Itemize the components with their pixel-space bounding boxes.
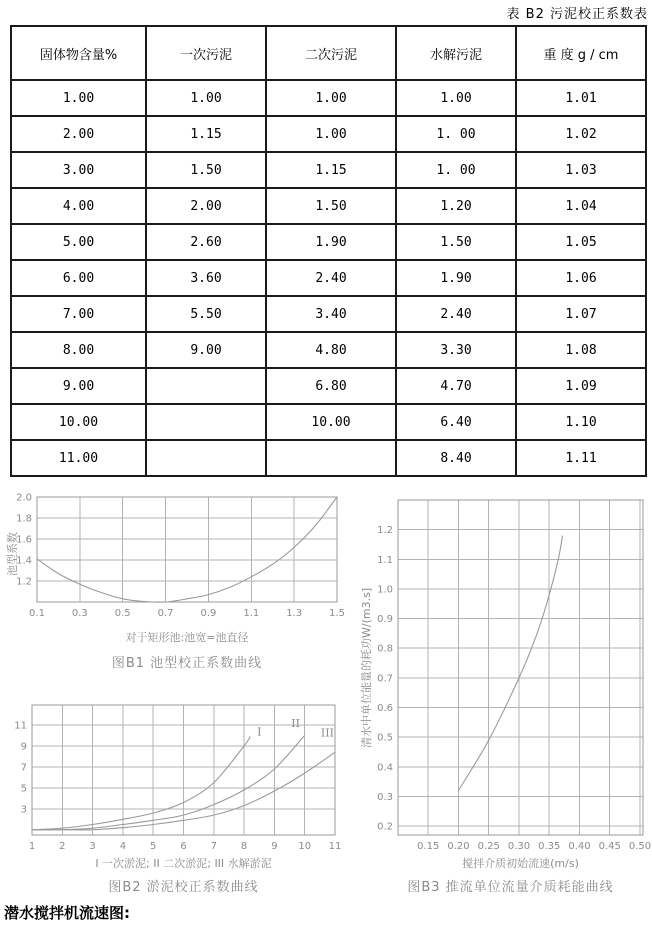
- x-tick-label: 0.1: [29, 608, 45, 619]
- table-cell: 1.09: [516, 368, 646, 404]
- table-cell: 2.40: [266, 260, 396, 296]
- table-cell: 4.80: [266, 332, 396, 368]
- y-tick-label: 0.8: [377, 643, 393, 655]
- table-cell: 1.06: [516, 260, 646, 296]
- chart-b1-canvas: [9, 490, 348, 622]
- table-cell: [266, 440, 396, 476]
- table-cell: 1.50: [146, 152, 266, 188]
- y-tick-label: 0.9: [377, 614, 393, 626]
- table-cell: 6.80: [266, 368, 396, 404]
- y-tick-label: 1.1: [377, 554, 393, 566]
- table-column-header: 二次污泥: [266, 26, 396, 80]
- table-cell: 11.00: [11, 440, 146, 476]
- y-tick-label: 1.8: [16, 513, 32, 525]
- table-cell: 2.00: [146, 188, 266, 224]
- x-tick-label: 0.20: [447, 841, 470, 852]
- table-cell: [146, 440, 266, 476]
- y-tick-label: 0.7: [377, 673, 393, 685]
- data-curve: [32, 735, 305, 829]
- table-cell: 1.00: [266, 116, 396, 152]
- table-cell: 3.00: [11, 152, 146, 188]
- x-tick-label: 8: [240, 841, 248, 852]
- table-cell: 1.90: [266, 224, 396, 260]
- y-tick-label: 1.2: [16, 576, 32, 588]
- table-row: [11, 404, 646, 440]
- table-cell: 1.08: [516, 332, 646, 368]
- y-tick-label: 2.0: [16, 492, 32, 504]
- chart-b3-canvas: [372, 496, 652, 855]
- table-cell: 2.60: [146, 224, 266, 260]
- table-column-header: 重 度 g / cm: [516, 26, 646, 80]
- footer-heading: 潜水搅拌机流速图:: [4, 904, 130, 922]
- curve-label: III: [320, 726, 334, 740]
- x-tick-label: 7: [210, 841, 217, 852]
- table-cell: 3.60: [146, 260, 266, 296]
- x-tick-label: 6: [180, 841, 187, 852]
- plot-frame: [398, 500, 643, 835]
- y-tick-label: 7: [20, 762, 27, 774]
- x-tick-label: 0.30: [507, 841, 531, 852]
- y-tick-label: 9: [20, 741, 27, 753]
- y-tick-label: 11: [14, 720, 27, 732]
- sludge-correction-table: [10, 25, 647, 477]
- x-tick-label: 1.5: [329, 608, 345, 619]
- table-row: [11, 188, 646, 224]
- chart-b1-ylabel: 池型系数: [6, 532, 19, 576]
- table-cell: 1.20: [396, 188, 516, 224]
- x-tick-label: 1: [28, 841, 36, 852]
- table-cell: [146, 404, 266, 440]
- y-tick-label: 0.5: [377, 732, 393, 744]
- table-cell: 5.00: [11, 224, 146, 260]
- table-cell: 6.00: [11, 260, 146, 296]
- x-tick-label: 0.3: [71, 608, 88, 619]
- table-cell: 2.40: [396, 296, 516, 332]
- x-tick-label: 10: [298, 841, 312, 852]
- y-tick-label: 5: [20, 783, 27, 795]
- table-column-header: 固体物含量%: [11, 26, 146, 80]
- table-cell: 9.00: [11, 368, 146, 404]
- table-row: [11, 332, 646, 368]
- curve-label: I: [257, 725, 262, 739]
- table-cell: 1.00: [266, 80, 396, 116]
- table-cell: 1.01: [516, 80, 646, 116]
- table-cell: 4.00: [11, 188, 146, 224]
- chart-b3-xlabel: 搅拌介质初始流速(m/s): [462, 857, 579, 870]
- y-tick-label: 0.2: [377, 821, 393, 833]
- x-tick-label: 0.15: [417, 841, 440, 852]
- table-row: [11, 152, 646, 188]
- table-cell: 3.40: [266, 296, 396, 332]
- x-tick-label: 0.9: [200, 608, 217, 619]
- table-cell: 8.00: [11, 332, 146, 368]
- x-tick-label: 2: [59, 841, 66, 852]
- table-cell: 1.04: [516, 188, 646, 224]
- table-cell: 3.30: [396, 332, 516, 368]
- table-cell: 7.00: [11, 296, 146, 332]
- table-cell: 1. 00: [396, 116, 516, 152]
- table-cell: 1. 00: [396, 152, 516, 188]
- x-tick-label: 0.40: [568, 841, 591, 852]
- table-header-row: [11, 26, 646, 80]
- table-cell: 10.00: [266, 404, 396, 440]
- table-cell: 1.02: [516, 116, 646, 152]
- table-row: [11, 260, 646, 296]
- y-tick-label: 1.0: [377, 584, 393, 596]
- table-cell: 2.00: [11, 116, 146, 152]
- table-row: [11, 440, 646, 476]
- table-row: [11, 224, 646, 260]
- x-tick-label: 0.5: [114, 608, 131, 619]
- table-title: 表 B2 污泥校正系数表: [506, 7, 648, 22]
- table-cell: [146, 368, 266, 404]
- chart-b1-caption: 图B1 池型校正系数曲线: [111, 656, 263, 671]
- y-tick-label: 1.6: [16, 534, 32, 546]
- x-tick-label: 0.45: [598, 841, 621, 852]
- chart-b2-canvas: [10, 697, 347, 855]
- chart-b2-caption: 图B2 淤泥校正系数曲线: [108, 880, 259, 895]
- table-cell: 6.40: [396, 404, 516, 440]
- data-curve: [32, 737, 250, 830]
- table-row: [11, 296, 646, 332]
- x-tick-label: 3: [89, 841, 96, 852]
- x-tick-label: 0.50: [628, 841, 652, 852]
- y-tick-label: 1.2: [377, 525, 393, 537]
- table-cell: 4.70: [396, 368, 516, 404]
- table-cell: 1.05: [516, 224, 646, 260]
- x-tick-label: 0.7: [157, 608, 174, 619]
- data-curve: [458, 536, 562, 791]
- table-cell: 10.00: [11, 404, 146, 440]
- table-cell: 1.07: [516, 296, 646, 332]
- correction-table-body: [11, 80, 646, 476]
- y-tick-label: 0.6: [377, 703, 393, 715]
- table-cell: 1.10: [516, 404, 646, 440]
- table-cell: 1.03: [516, 152, 646, 188]
- table-cell: 9.00: [146, 332, 266, 368]
- table-cell: 1.50: [396, 224, 516, 260]
- table-cell: 1.00: [146, 80, 266, 116]
- x-tick-label: 5: [150, 841, 157, 852]
- table-cell: 5.50: [146, 296, 266, 332]
- table-cell: 1.90: [396, 260, 516, 296]
- table-column-header: 一次污泥: [146, 26, 266, 80]
- table-row: [11, 368, 646, 404]
- y-tick-label: 0.4: [377, 762, 393, 774]
- x-tick-label: 9: [271, 841, 278, 852]
- x-tick-label: 1.3: [286, 608, 303, 619]
- curve-label: II: [291, 717, 300, 731]
- table-cell: 1.00: [11, 80, 146, 116]
- y-tick-label: 1.4: [16, 555, 32, 567]
- table-cell: 1.00: [396, 80, 516, 116]
- table-row: [11, 80, 646, 116]
- x-tick-label: 0.35: [538, 841, 561, 852]
- y-tick-label: 3: [20, 804, 27, 816]
- table-cell: 8.40: [396, 440, 516, 476]
- table-cell: 1.15: [146, 116, 266, 152]
- chart-b1-xlabel: 对于矩形池:池宽=池直径: [125, 631, 249, 644]
- table-cell: 1.15: [266, 152, 396, 188]
- table-row: [11, 116, 646, 152]
- chart-b3-ylabel: 清水中单位能量的耗功W/(m3.s]: [360, 587, 373, 748]
- x-tick-label: 4: [119, 841, 127, 852]
- chart-b3-caption: 图B3 推流单位流量介质耗能曲线: [407, 880, 614, 895]
- chart-b2-legend: I 一次淤泥; II 二次淤泥; III 水解淤泥: [95, 857, 272, 870]
- x-tick-label: 11: [328, 841, 342, 852]
- table-column-header: 水解污泥: [396, 26, 516, 80]
- x-tick-label: 1.1: [243, 608, 260, 619]
- y-tick-label: 0.3: [377, 791, 393, 803]
- x-tick-label: 0.25: [477, 841, 500, 852]
- data-curve: [37, 497, 337, 602]
- table-cell: 1.11: [516, 440, 646, 476]
- table-cell: 1.50: [266, 188, 396, 224]
